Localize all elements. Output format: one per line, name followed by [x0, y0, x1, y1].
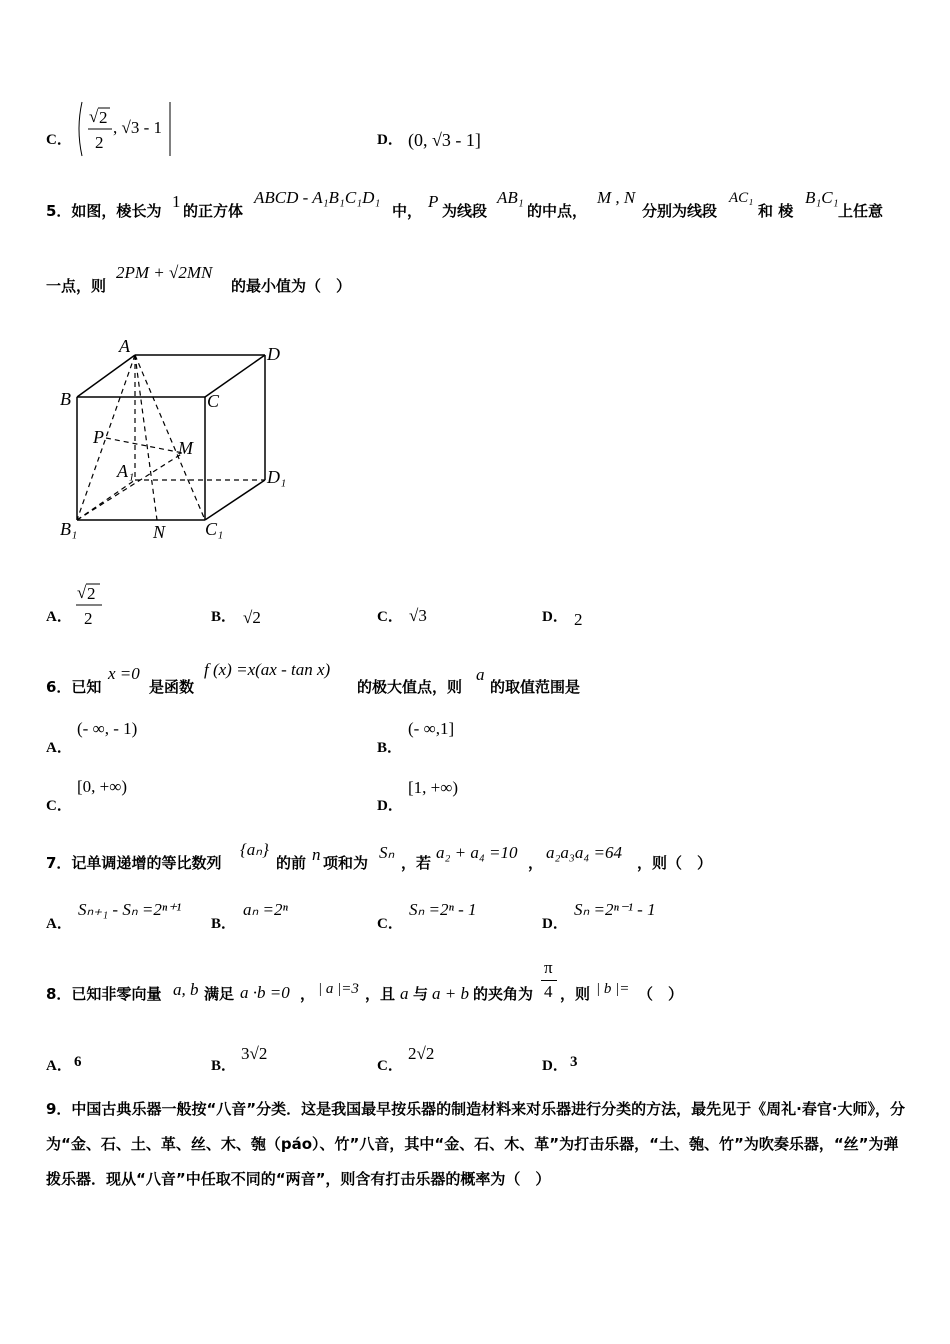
- q8-text: 与: [413, 985, 429, 1003]
- svg-text:2: 2: [95, 133, 104, 152]
- svg-text:2: 2: [99, 108, 108, 127]
- q8-math: a ·b =0: [240, 983, 290, 1002]
- q7-text: ，则（ ）: [637, 854, 713, 872]
- q8-text: ，则: [560, 985, 591, 1003]
- cube-figure: [55, 335, 305, 550]
- q5-text: 和 棱: [758, 202, 794, 220]
- option-value: Sₙ₊₁ - Sₙ =2ⁿ⁺¹: [78, 900, 182, 919]
- option-label: D．: [542, 609, 568, 625]
- q8-math: | b |=: [596, 981, 630, 997]
- option-label: C．: [377, 609, 403, 625]
- option-value: Sₙ =2ⁿ - 1: [409, 900, 477, 919]
- option-value: [0, +∞): [77, 777, 128, 796]
- vertex-label: P: [93, 427, 104, 447]
- q7-math: Sₙ: [379, 843, 395, 862]
- option-value: aₙ =2ⁿ: [243, 900, 288, 919]
- q5-math: P: [428, 192, 439, 211]
- vertex-label: C: [207, 391, 220, 411]
- q8-text: 满足: [204, 985, 235, 1003]
- q5-math: AC₁: [729, 190, 754, 206]
- q8-pi: π: [544, 958, 553, 977]
- vertex-label: A: [119, 336, 130, 356]
- option-label: B．: [211, 1058, 237, 1074]
- q7-math: {aₙ}: [240, 840, 269, 859]
- option-label: D．: [377, 132, 403, 148]
- option-label: A．: [46, 609, 72, 625]
- option-label: D．: [542, 916, 568, 932]
- option-label: B．: [211, 609, 237, 625]
- option-value: (- ∞,1]: [408, 719, 455, 738]
- option-value: [1, +∞): [408, 778, 459, 797]
- option-value: Sₙ =2ⁿ⁻¹ - 1: [574, 900, 656, 919]
- q7-math: a₂a₃a₄ =64: [546, 843, 622, 862]
- q6-math: x =0: [108, 664, 140, 683]
- q5-math: AB₁: [497, 188, 524, 207]
- q8-text: ，: [300, 985, 316, 1003]
- option-value: 2√2: [408, 1044, 435, 1063]
- q7-text: 项和为: [323, 854, 369, 872]
- svg-text:2: 2: [84, 609, 93, 628]
- vertex-label: N: [153, 522, 166, 542]
- q8-text: ，且: [365, 985, 396, 1003]
- option-value: 6: [74, 1054, 82, 1070]
- q5-text: 为线段: [442, 202, 488, 220]
- q8-text: （ ）: [638, 985, 684, 1003]
- vertex-label: A₁: [117, 461, 135, 481]
- vertex-label: D₁: [267, 467, 287, 487]
- option-value: 2: [574, 610, 583, 629]
- q8-math: a, b: [173, 980, 199, 999]
- q5-text: 一点，则: [46, 277, 107, 295]
- q5-expression: 2PM + √2MN: [116, 263, 213, 282]
- q8-math: a: [400, 984, 409, 1003]
- q5-math: ABCD - A₁B₁C₁D₁: [254, 188, 381, 207]
- svg-text:√: √: [89, 107, 99, 126]
- q7-text: ，: [528, 854, 544, 872]
- option-label: A．: [46, 916, 72, 932]
- q8-math: a + b: [432, 984, 469, 1003]
- vertex-label: M: [178, 438, 193, 458]
- q7-text: 7．记单调递增的等比数列: [46, 854, 222, 872]
- svg-text:2: 2: [87, 584, 96, 603]
- q6-math: a: [476, 665, 485, 684]
- q8-four: 4: [544, 982, 553, 1001]
- q4-d-expression: (0, √3 - 1]: [408, 130, 481, 150]
- q4-c-tail: , √3 - 1: [113, 118, 162, 137]
- option-value: 3: [570, 1054, 578, 1070]
- q6-text: 是函数: [149, 678, 195, 696]
- option-value: 3√2: [241, 1044, 268, 1063]
- q7-math: a₂ + a₄ =10: [436, 843, 518, 862]
- option-value: √3: [409, 606, 427, 625]
- q5-math: B₁C₁: [805, 188, 839, 207]
- option-label: C．: [377, 1058, 403, 1074]
- option-label: A．: [46, 740, 72, 756]
- q6-text: 的取值范围是: [490, 678, 581, 696]
- q5-text: 5．如图，棱长为: [46, 202, 162, 220]
- q5-text: 上任意: [838, 202, 884, 220]
- q7-text: ，若: [401, 854, 432, 872]
- option-value: (- ∞, - 1): [77, 719, 138, 738]
- q5-text: 的正方体: [183, 202, 244, 220]
- q7-math: n: [312, 845, 321, 864]
- vertex-label: B: [60, 389, 71, 409]
- q5-text: 中，: [392, 202, 423, 220]
- option-value: √2: [243, 608, 261, 627]
- option-label: B．: [377, 740, 403, 756]
- option-label: A．: [46, 1058, 72, 1074]
- option-a-value: [74, 578, 114, 630]
- q7-text: 的前: [276, 854, 307, 872]
- q5-text: 的中点，: [527, 202, 588, 220]
- option-label: B．: [211, 916, 237, 932]
- q8-text: 8．已知非零向量: [46, 985, 162, 1003]
- q5-text: 分别为线段: [642, 202, 718, 220]
- q5-math: 1: [172, 192, 181, 211]
- option-label: C．: [46, 132, 72, 148]
- q5-text: 的最小值为（ ）: [231, 277, 352, 295]
- q6-function: f (x) =x(ax - tan x): [204, 660, 331, 679]
- q8-math: | a |=3: [318, 981, 359, 997]
- vertex-label: C₁: [205, 519, 224, 539]
- option-label: C．: [46, 798, 72, 814]
- question-9: 9．中国古典乐器一般按“八音”分类．这是我国最早按乐器的制造材料来对乐器进行分类的方法，最先见于《周礼·春官·大师》，分为“金、石、土、革、丝、木、匏（páo）、竹”八音，其中“金、石、木、革”为打击乐器，“土、匏、竹”为吹奏乐器，“丝”为弹拨乐器．现从“八音”中任取不同的“两音”，则含有打击乐器的概率为（ ）: [46, 1100, 906, 1188]
- q8-text: 的夹角为: [473, 985, 534, 1003]
- q6-text: 6．已知: [46, 678, 102, 696]
- svg-text:√: √: [77, 583, 87, 602]
- q6-text: 的极大值点，则: [357, 678, 463, 696]
- option-label: C．: [377, 916, 403, 932]
- option-label: D．: [542, 1058, 568, 1074]
- q5-math: M , N: [597, 188, 636, 207]
- vertex-label: D: [267, 344, 280, 364]
- vertex-label: B₁: [60, 519, 78, 539]
- fraction-bar: [541, 980, 557, 981]
- option-label: D．: [377, 798, 403, 814]
